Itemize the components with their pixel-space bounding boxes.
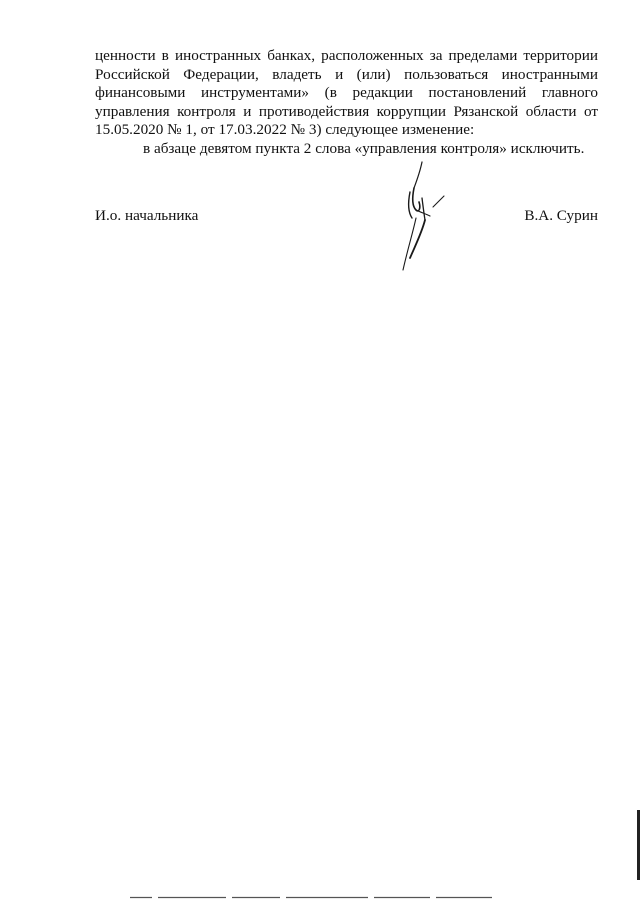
document-body: [95, 47, 598, 159]
handwritten-signature: [392, 158, 454, 274]
signature-block: [95, 207, 598, 229]
body-line-2: Российской Федерации, владеть и (или) пользоваться иностранными: [95, 65, 598, 83]
signatory-name: В.А. Сурин: [524, 207, 598, 224]
body-line-4: управления контроля и противодействия коррупции Рязанской области от: [95, 102, 598, 120]
body-line-3: финансовыми инструментами» (в редакции постановлений главного: [95, 84, 598, 102]
amendment-paragraph: в абзаце девятом пункта 2 слова «управления контроля» исключить.: [143, 139, 585, 157]
body-line-5: 15.05.2020 № 1, от 17.03.2022 № 3) следующее изменение:: [95, 121, 475, 139]
scan-bottom-edge: [130, 896, 492, 899]
body-line-1: ценности в иностранных банках, расположенных за пределами территории: [95, 47, 598, 64]
signatory-position: И.о. начальника: [95, 207, 199, 224]
